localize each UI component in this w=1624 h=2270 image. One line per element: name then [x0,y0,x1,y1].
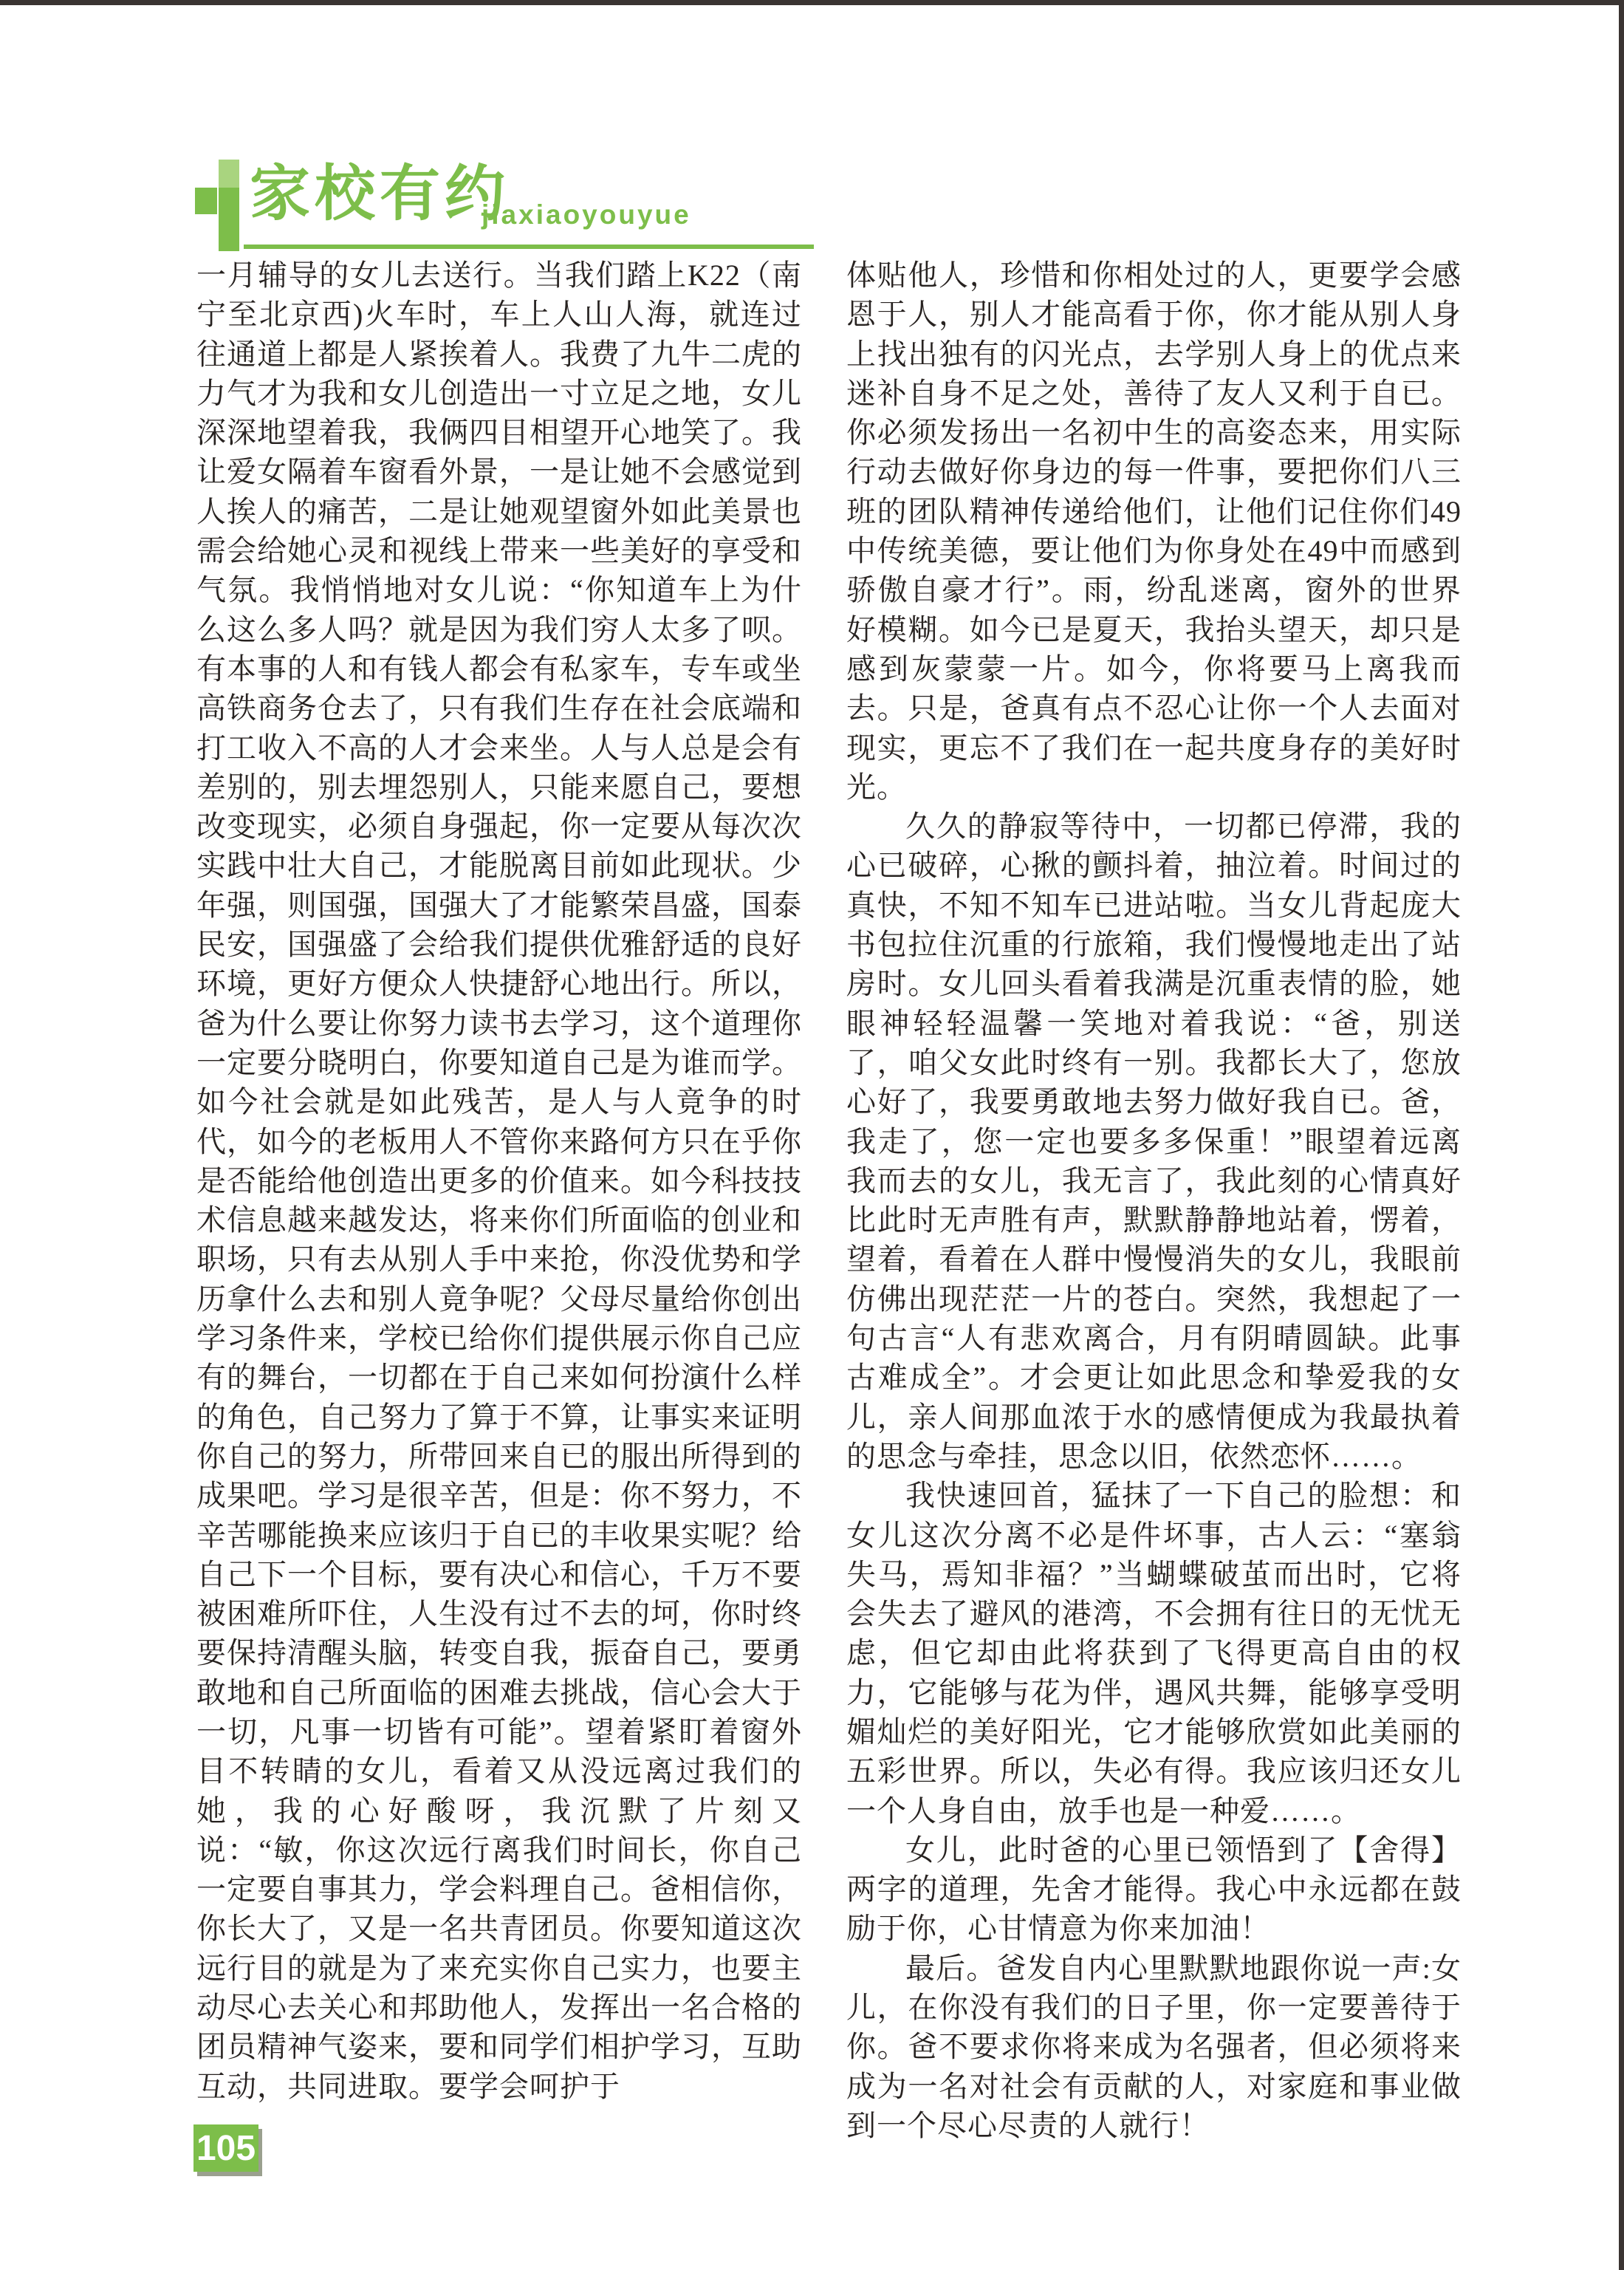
title-underline [244,245,814,249]
section-title-pinyin: jiaxiaoyouyue [482,199,691,230]
body-paragraph: 最后。爸发自内心里默默地跟你说一声:女儿，在你没有我们的日子里，你一定要善待于你。爸不要求你将来成为名强者，但必须将来成为一名对社会有贡献的人，对家庭和事业做到一个尽心尽责的人就行！ [846,1951,1462,2142]
body-paragraph: 体贴他人，珍惜和你相处过的人，更要学会感恩于人，别人才能高看于你，你才能从别人身上找出独有的闪光点，去学别人身上的优点来迷补自身不足之处，善待了友人又利于自已。你必须发扬出一名初中生的高姿态来，用实际行动去做好你身边的每一件事，要把你们八三班的团队精神传递给他们，让他们记住你们49中传统美德，要让他们为你身处在49中而感到骄傲自豪才行”。雨，纷乱迷离，窗外的世界好模糊。如今已是夏天，我抬头望天，却只是感到灰蒙蒙一片。如今，你将要马上离我而去。只是，爸真有点不忍心让你一个人去面对现实，更忘不了我们在一起共度身存的美好时光。 [846,259,1462,804]
logo-block-square [195,188,217,214]
section-title: 家校有约 [250,160,510,228]
body-paragraph: 久久的静寂等待中，一切都已停滞，我的心已破碎，心揪的颤抖着，抽泣着。时间过的真快，不知不知车已进站啦。当女儿背起庞大书包拉住沉重的行旅箱，我们慢慢地走出了站房时。女儿回头看着我满是沉重表情的脸，她眼神轻轻温馨一笑地对着我说：“爸，别送了，咱父女此时终有一别。我都长大了，您放心好了，我要勇敢地去努力做好我自已。爸，我走了，您一定也要多多保重！”眼望着远离我而去的女儿，我无言了，我此刻的心情真好比此时无声胜有声，默默静静地站着，愣着，望着，看着在人群中慢慢消失的女儿，我眼前仿佛出现茫茫一片的苍白。突然，我想起了一句古言“人有悲欢离合，月有阴晴圆缺。此事古难成全”。才会更让如此思念和挚爱我的女儿，亲人间那血浓于水的感情便成为我最执着的思念与牵挂，思念以旧，依然恋怀……。 [846,810,1462,1473]
logo-block-light [219,160,239,188]
body-paragraph: 我快速回首，猛抹了一下自己的脸想：和女儿这次分离不必是件坏事，古人云：“塞翁失马，焉知非福？”当蝴蝶破茧而出时，它将会失去了避风的港湾，不会拥有往日的无忧无虑，但它却由此将获到了飞得更高自由的权力，它能够与花为伴，遇风共舞，能够享受明媚灿烂的美好阳光，它才能够欣赏如此美丽的五彩世界。所以，失必有得。我应该归还女儿一个人身自由，放手也是一种爱……。 [846,1479,1462,1828]
logo-block-bar [219,188,239,251]
left-text-column [196,256,802,2106]
body-paragraph: 一月辅导的女儿去送行。当我们踏上K22（南宁至北京西)火车时，车上人山人海，就连过往通道上都是人紧挨着人。我费了九牛二虎的力气才为我和女儿创造出一寸立足之地，女儿深深地望着我，我俩四目相望开心地笑了。我让爱女隔着车窗看外景，一是让她不会感觉到人挨人的痛苦，二是让她观望窗外如此美景也需会给她心灵和视线上带来一些美好的享受和气氛。我悄悄地对女儿说：“你知道车上为什么这么多人吗？就是因为我们穷人太多了呗。有本事的人和有钱人都会有私家车，专车或坐高铁商务仓去了，只有我们生存在社会底端和打工收入不高的人才会来坐。人与人总是会有差别的，别去埋怨别人，只能来愿自己，要想改变现实，必须自身强起，你一定要从每次次实践中壮大自己，才能脱离目前如此现状。少年强，则国强，国强大了才能繁荣昌盛，国泰民安，国强盛了会给我们提供优雅舒适的良好环境，更好方便众人快捷舒心地出行。所以，爸为什么要让你努力读书去学习，这个道理你一定要分晓明白，你要知道自己是为谁而学。如今社会就是如此残苦，是人与人竟争的时代，如今的老板用人不管你来路何方只在乎你是否能给他创造出更多的价值来。如今科技技术信息越来越发达，将来你们所面临的创业和职场，只有去从别人手中来抢，你没优势和学历拿什么去和别人竟争呢？父母尽量给你创出学习条件来，学校已给你们提供展示你自己应有的舞台，一切都在于自己来如何扮演什么样的角色，自己努力了算于不算，让事实来证明你自己的努力，所带回来自已的服出所得到的成果吧。学习是很辛苦，但是：你不努力，不辛苦哪能换来应该归于自已的丰收果实呢？给自己下一个目标，要有决心和信心，千万不要被困难所吓住，人生没有过不去的坷，你时终要保持清醒头脑，转变自我，振奋自己，要勇敢地和自己所面临的困难去挑战，信心会大于一切，凡事一切皆有可能”。望着紧盯着窗外目不转睛的女儿，看着又从没远离过我们的她，我的心好酸呀，我沉默了片刻又说：“敏，你这次远行离我们时间长，你自己一定要自事其力，学会料理自己。爸相信你，你长大了，又是一名共青团员。你要知道这次远行目的就是为了来充实你自己实力，也要主动尽心去关心和邦助他人，发挥出一名合格的团员精神气姿来，要和同学们相护学习，互助互动，共同进取。要学会呵护于 [196,259,802,2103]
section-logo-icon [195,160,239,251]
right-text-column [846,256,1462,2145]
body-paragraph: 女儿，此时爸的心里已领悟到了【舍得】两字的道理，先舍才能得。我心中永远都在鼓励于你，心甘情意为你来加油！ [846,1833,1462,1946]
page-right-border [1619,0,1624,2270]
page-number-badge: 105 [193,2124,258,2172]
page-top-border [0,0,1624,5]
